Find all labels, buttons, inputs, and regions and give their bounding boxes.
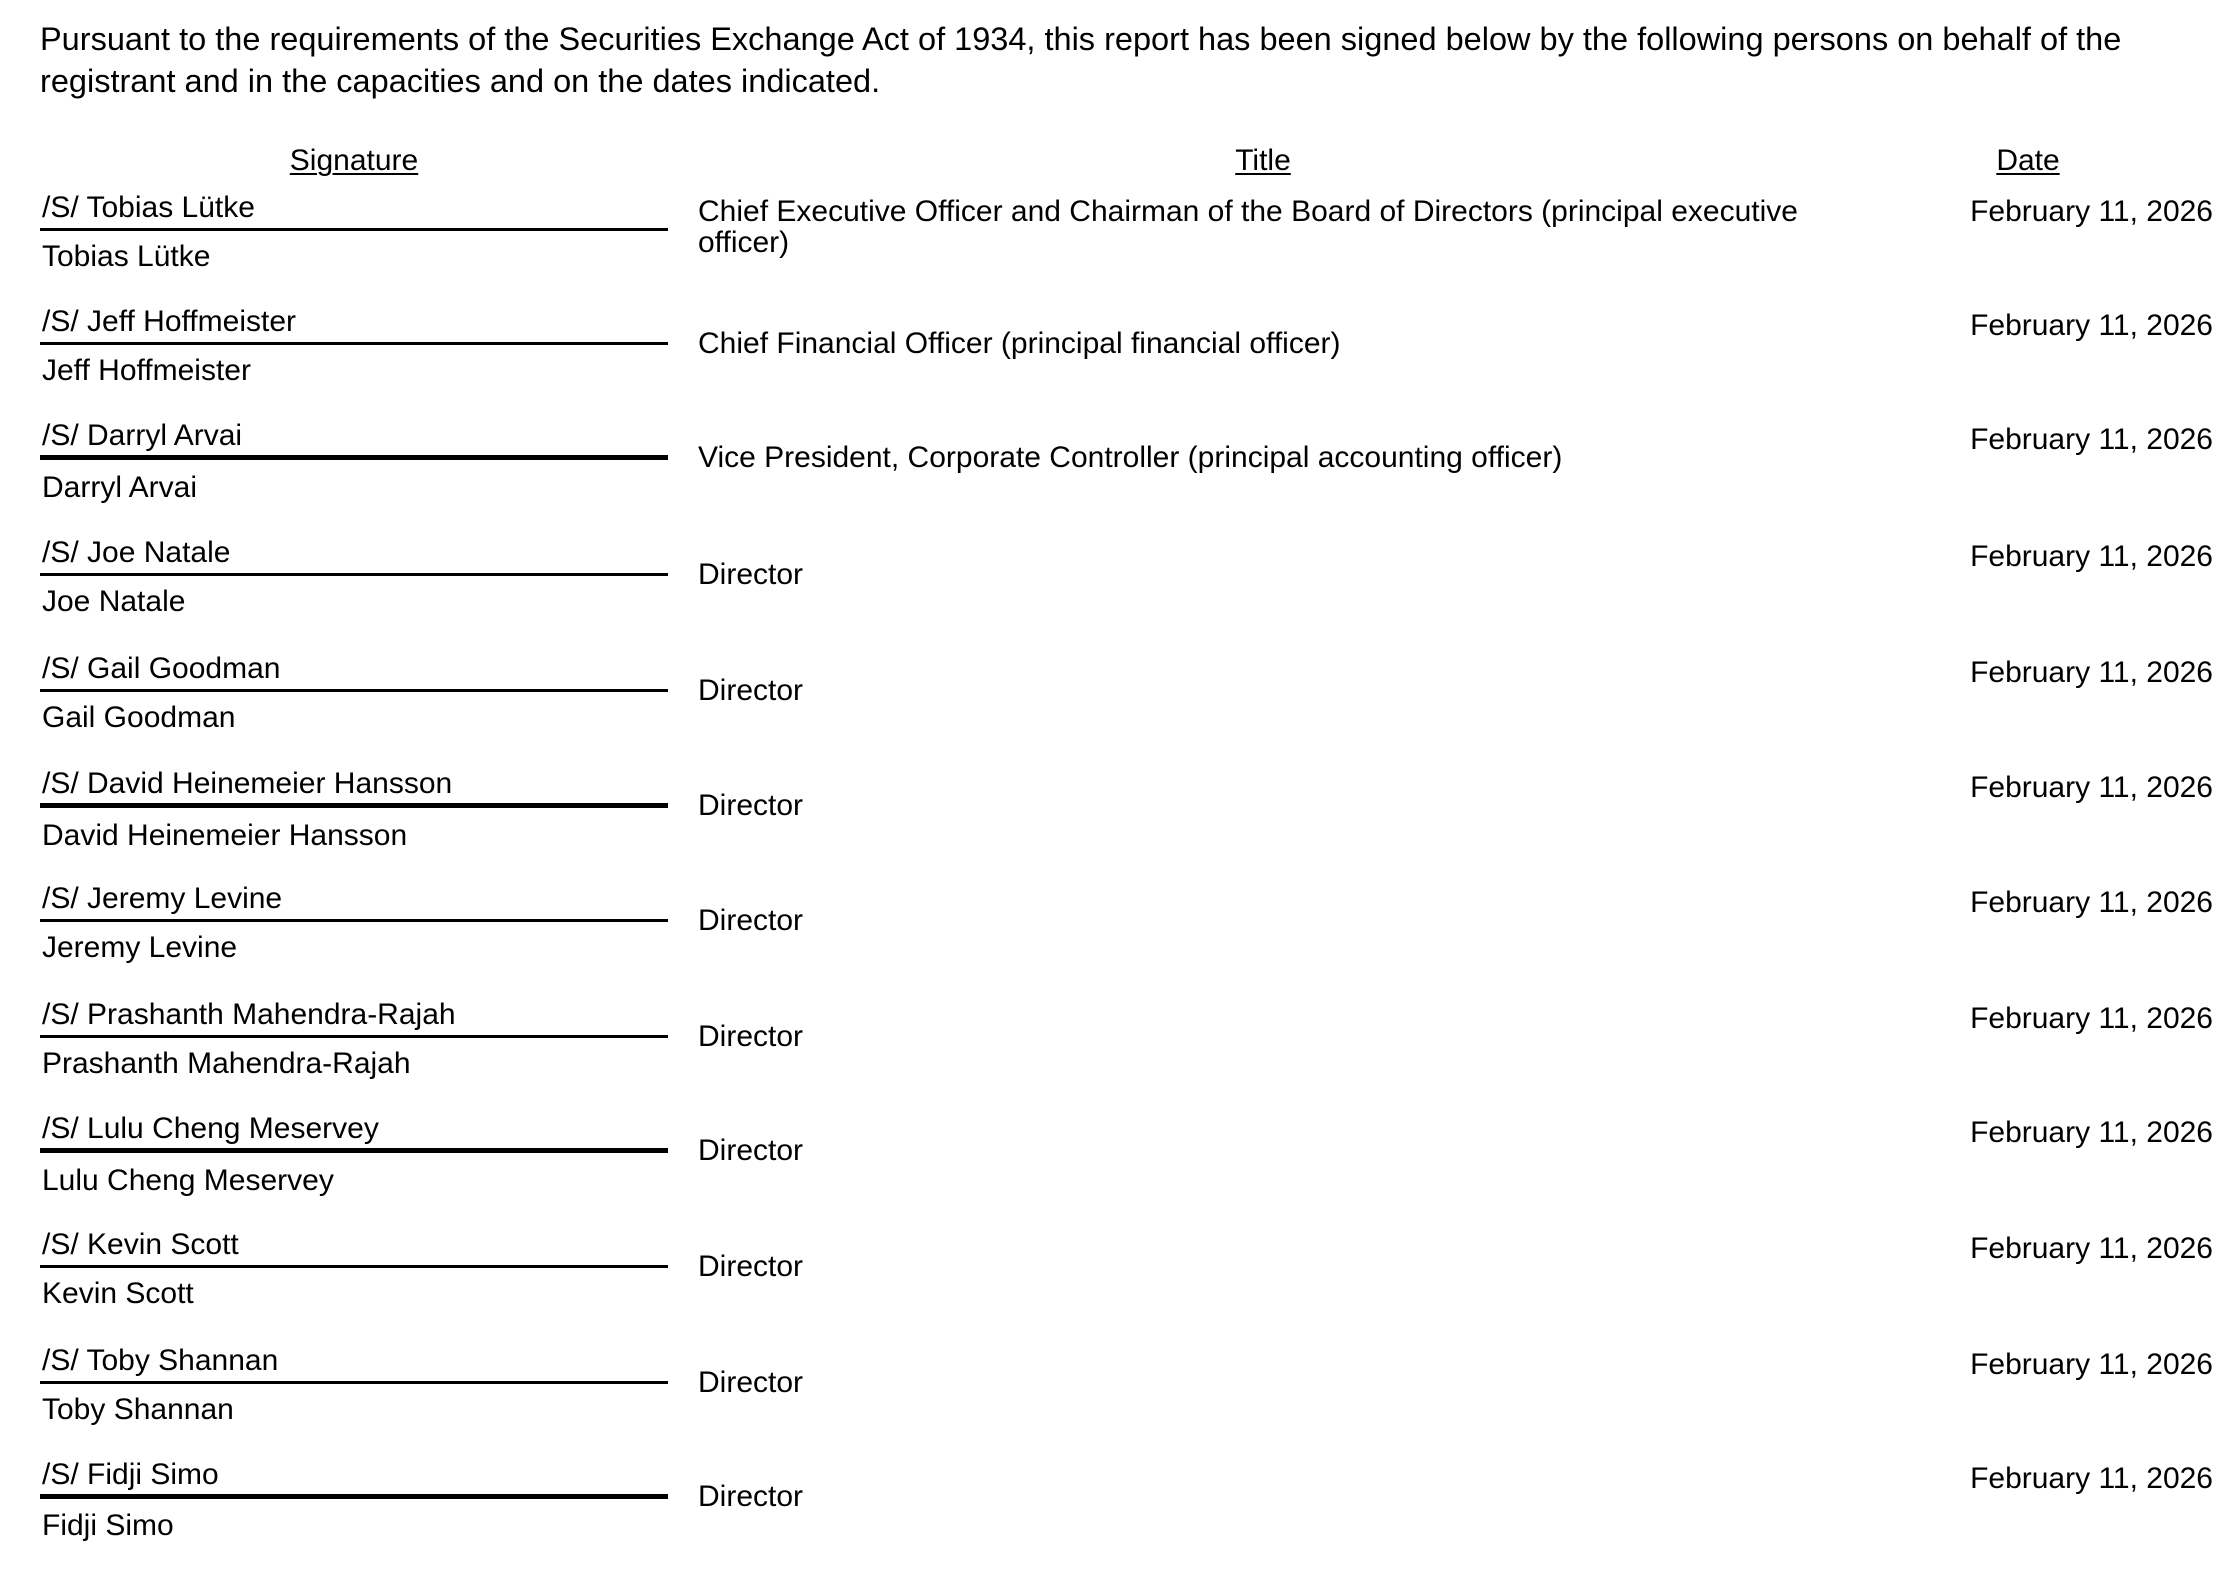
signature-rule	[40, 1035, 668, 1038]
printed-name: Kevin Scott	[42, 1277, 194, 1310]
printed-name: Gail Goodman	[42, 701, 236, 734]
printed-name: Tobias Lütke	[42, 240, 211, 273]
signatory-row	[0, 766, 2223, 881]
signature-date: February 11, 2026	[1970, 540, 2213, 573]
signature-text: /S/ Jeff Hoffmeister	[42, 305, 296, 338]
signature-date: February 11, 2026	[1970, 771, 2213, 804]
signatory-row	[0, 651, 2223, 766]
signatory-title: Chief Executive Officer and Chairman of the Board of Directors (principal executive officer)	[698, 195, 1798, 259]
printed-name: Jeremy Levine	[42, 931, 238, 964]
signatory-row	[0, 1227, 2223, 1342]
signature-text: /S/ Toby Shannan	[42, 1344, 279, 1377]
printed-name: Toby Shannan	[42, 1393, 234, 1426]
signature-column-header: Signature	[289, 144, 419, 177]
signatory-title: Director	[698, 904, 804, 937]
signatory-title: Chief Financial Officer (principal financial officer)	[698, 327, 1341, 360]
signature-date: February 11, 2026	[1970, 886, 2213, 919]
signature-rule	[40, 689, 668, 692]
signatory-title: Director	[698, 1134, 804, 1167]
signatory-title: Director	[698, 674, 804, 707]
signature-text: /S/ Jeremy Levine	[42, 882, 283, 915]
signatory-title: Director	[698, 1250, 804, 1283]
signatory-title: Director	[698, 1020, 804, 1053]
signature-rule	[40, 1494, 668, 1499]
signature-rule	[40, 1148, 668, 1153]
signatory-row	[0, 304, 2223, 419]
printed-name: Darryl Arvai	[42, 471, 198, 504]
signatory-row	[0, 418, 2223, 533]
printed-name: David Heinemeier Hansson	[42, 819, 408, 852]
signature-rule	[40, 228, 668, 231]
signature-date: February 11, 2026	[1970, 656, 2213, 689]
signature-date: February 11, 2026	[1970, 1462, 2213, 1495]
signatory-row	[0, 1343, 2223, 1458]
signature-rule	[40, 919, 668, 922]
signature-date: February 11, 2026	[1970, 1116, 2213, 1149]
signature-date: February 11, 2026	[1970, 1348, 2213, 1381]
signature-text: /S/ Kevin Scott	[42, 1228, 239, 1261]
signature-rule	[40, 342, 668, 345]
date-column-header: Date	[1996, 144, 2060, 177]
signature-date: February 11, 2026	[1970, 1232, 2213, 1265]
signature-text: /S/ Gail Goodman	[42, 652, 281, 685]
signature-rule	[40, 803, 668, 808]
signatory-row	[0, 1457, 2223, 1572]
signatory-row	[0, 1111, 2223, 1226]
signatory-row	[0, 190, 2223, 305]
printed-name: Jeff Hoffmeister	[42, 354, 251, 387]
signature-date: February 11, 2026	[1970, 195, 2213, 228]
printed-name: Fidji Simo	[42, 1509, 174, 1542]
title-column-header: Title	[1235, 144, 1291, 177]
signature-text: /S/ Fidji Simo	[42, 1458, 219, 1491]
signatory-title: Vice President, Corporate Controller (principal accounting officer)	[698, 441, 1563, 474]
signature-date: February 11, 2026	[1970, 423, 2213, 456]
signature-date: February 11, 2026	[1970, 309, 2213, 342]
signature-text: /S/ Darryl Arvai	[42, 419, 243, 452]
signature-rule	[40, 573, 668, 576]
signature-rule	[40, 1381, 668, 1384]
signature-text: /S/ Joe Natale	[42, 536, 231, 569]
signatory-title: Director	[698, 1480, 804, 1513]
signature-text: /S/ Tobias Lütke	[42, 191, 255, 224]
signature-date: February 11, 2026	[1970, 1002, 2213, 1035]
signatory-row	[0, 997, 2223, 1112]
signatory-title: Director	[698, 558, 804, 591]
signatory-title: Director	[698, 789, 804, 822]
printed-name: Joe Natale	[42, 585, 186, 618]
signature-rule	[40, 455, 668, 460]
signature-text: /S/ David Heinemeier Hansson	[42, 767, 453, 800]
signature-text: /S/ Prashanth Mahendra-Rajah	[42, 998, 456, 1031]
signatory-row	[0, 535, 2223, 650]
signatory-title: Director	[698, 1366, 804, 1399]
printed-name: Lulu Cheng Meservey	[42, 1164, 334, 1197]
intro-paragraph: Pursuant to the requirements of the Securities Exchange Act of 1934, this report has been signed below by the following persons on behalf of the registrant and in the capacities and on the dates indicated.	[40, 21, 2122, 99]
signature-text: /S/ Lulu Cheng Meservey	[42, 1112, 379, 1145]
signature-rule	[40, 1265, 668, 1268]
signatory-row	[0, 881, 2223, 996]
printed-name: Prashanth Mahendra-Rajah	[42, 1047, 411, 1080]
